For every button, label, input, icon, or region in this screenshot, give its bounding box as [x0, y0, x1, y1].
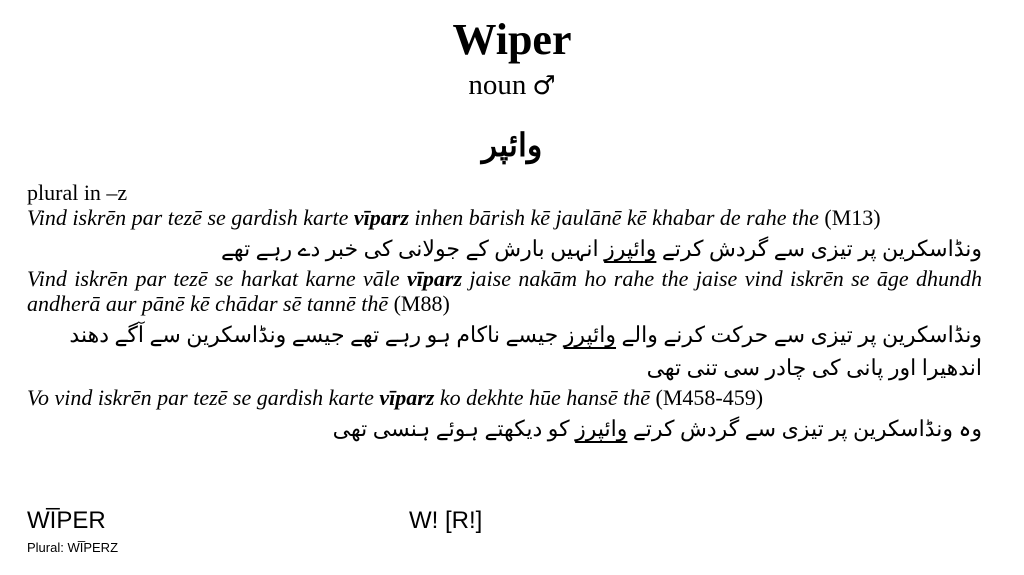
part-of-speech-line — [0, 68, 1024, 103]
example-3-romanized: Vo vind iskrēn par tezē se gardish karte vīparz ko dekhte hūe hansē thē (M458-459) — [27, 385, 764, 410]
plural-rule: plural in –z — [27, 180, 128, 205]
example-2-reference: (M88) — [393, 291, 450, 316]
example-3-reference: (M458-459) — [655, 385, 764, 410]
example-2-romanized: Vind iskrēn par tezē se harkat karne vāle vīparz jaise nakām ho rahe the jaise vind iskrēn se āge dhundh andherā aur pānē kē chādar sē tannē thē (M88) — [27, 266, 982, 316]
headword: Wiper — [452, 15, 572, 64]
example-3-keyword: vīparz — [379, 385, 435, 410]
part-of-speech: noun — [468, 69, 527, 101]
example-1-reference: (M13) — [824, 205, 881, 230]
example-2-keyword: vīparz — [407, 266, 463, 291]
entry-body — [27, 180, 982, 446]
plural-note: Plural: WI̅PERZ — [27, 540, 119, 555]
example-3-urdu: وہ ونڈاسکرین پر تیزی سے گردش کرتے وائپرز کو دیکھتے ہوئے ہنسی تھی — [332, 416, 982, 441]
masculine-gender-icon: ♂ — [532, 71, 556, 101]
example-1-urdu-keyword: وائپرز — [604, 236, 657, 261]
pronunciation: W! [R!] — [409, 507, 483, 534]
urdu-headword: وائپر — [481, 127, 543, 163]
example-1-urdu: ونڈاسکرین پر تیزی سے گردش کرتے وائپرز انہیں بارش کے جولانی کی خبر دے رہے تھے — [221, 236, 982, 261]
example-3-urdu-keyword: وائپرز — [575, 416, 628, 441]
example-2-urdu-keyword: وائپرز — [563, 322, 617, 347]
example-1-keyword: vīparz — [353, 205, 409, 230]
transliteration: WI̅PER — [27, 507, 106, 534]
example-1-romanized: Vind iskrēn par tezē se gardish karte vīparz inhen bārish kē jaulānē kē khabar de rahe the (M13) — [27, 205, 881, 230]
example-2-urdu: ونڈاسکرین پر تیزی سے حرکت کرنے والے وائپرز جیسے ناکام ہو رہے تھے جیسے ونڈاسکرین سے آگے دھند اندھیرا اور پانی کی چادر سی تنی تھی — [69, 322, 982, 380]
